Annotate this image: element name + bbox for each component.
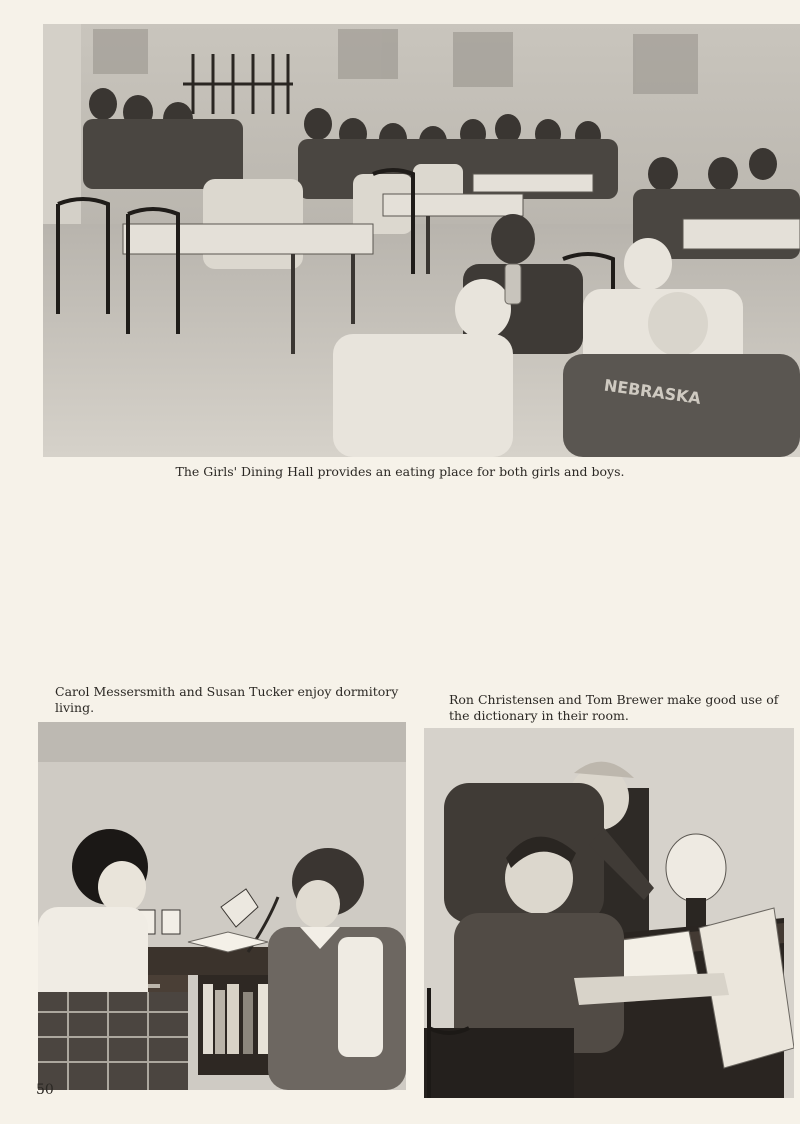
boys-dictionary-caption: Ron Christensen and Tom Brewer make good use of the dictionary in their room. — [449, 692, 779, 723]
girls-dormitory-photo — [38, 722, 406, 1090]
girls-dormitory-illustration — [38, 722, 406, 1090]
dining-hall-photo — [43, 24, 800, 457]
boys-dictionary-photo — [424, 728, 794, 1098]
dining-hall-illustration — [43, 24, 800, 457]
page-number: 50 — [36, 1082, 54, 1098]
girls-dormitory-caption: Carol Messersmith and Susan Tucker enjoy dormitory living. — [55, 684, 399, 715]
boys-dictionary-illustration — [424, 728, 794, 1098]
nebraska-jacket-text: NEBRASKA — [602, 375, 703, 408]
dining-hall-caption: The Girls' Dining Hall provides an eating place for both girls and boys. — [175, 464, 625, 479]
